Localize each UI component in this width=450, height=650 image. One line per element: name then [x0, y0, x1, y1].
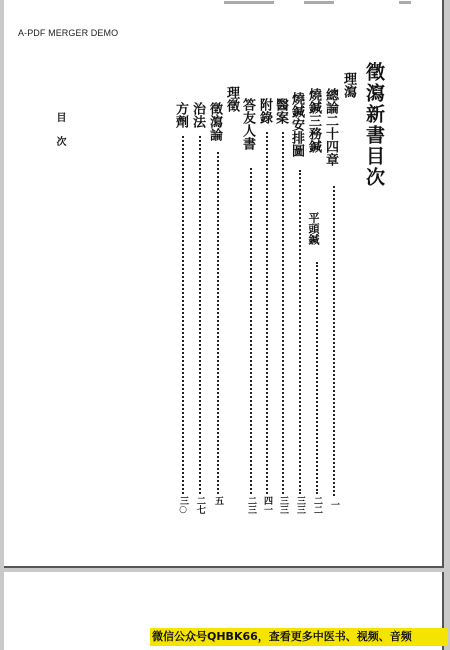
page-number: 三三 [295, 496, 305, 514]
leader-dots [282, 132, 284, 494]
page-number: 四一 [262, 496, 272, 514]
leader-dots [217, 152, 219, 494]
scan-artifact [224, 1, 274, 4]
toc-entry: 附錄 [257, 98, 272, 124]
page-number: 三三 [278, 496, 288, 514]
document-page [4, 0, 444, 568]
page-number: 二三 [246, 496, 256, 514]
leader-dots [333, 186, 335, 496]
toc-entry: 總論二十四章 [323, 88, 338, 166]
page-title: 徵瀉新書目次 [363, 62, 385, 188]
page-number: 三○ [178, 496, 188, 515]
leader-dots [299, 170, 301, 494]
toc-entry: 徵瀉論 [207, 102, 222, 141]
leader-dots [250, 168, 252, 494]
leader-dots [199, 136, 201, 494]
toc-entry: 答友人書 [240, 98, 255, 150]
leader-dots [266, 132, 268, 494]
section-heading: 理徵 [224, 86, 239, 112]
scan-artifact [304, 1, 334, 4]
toc-entry: 醫案 [273, 98, 288, 124]
toc-entry: 治法 [190, 102, 205, 128]
section-heading: 理瀉 [341, 72, 356, 98]
page-number: 二二 [312, 496, 322, 514]
page-number: 二七 [195, 496, 205, 514]
leader-dots [316, 262, 318, 494]
footer-banner: 微信公众号QHBK66，查看更多中医书、视频、音频 [150, 628, 448, 646]
page-number: 五 [213, 496, 223, 505]
scan-artifact [399, 1, 411, 4]
watermark-text: A-PDF MERGER DEMO [18, 28, 119, 38]
page-number: 一 [329, 500, 339, 509]
toc-entry: 燒鍼安排圖 [289, 92, 304, 157]
leader-dots [182, 136, 184, 494]
toc-subentry: 平頭鍼 [307, 212, 320, 245]
toc-entry: 燒鍼三務鍼 [306, 88, 321, 153]
margin-label: 目次 [54, 112, 65, 160]
toc-entry: 方劑 [173, 102, 188, 128]
